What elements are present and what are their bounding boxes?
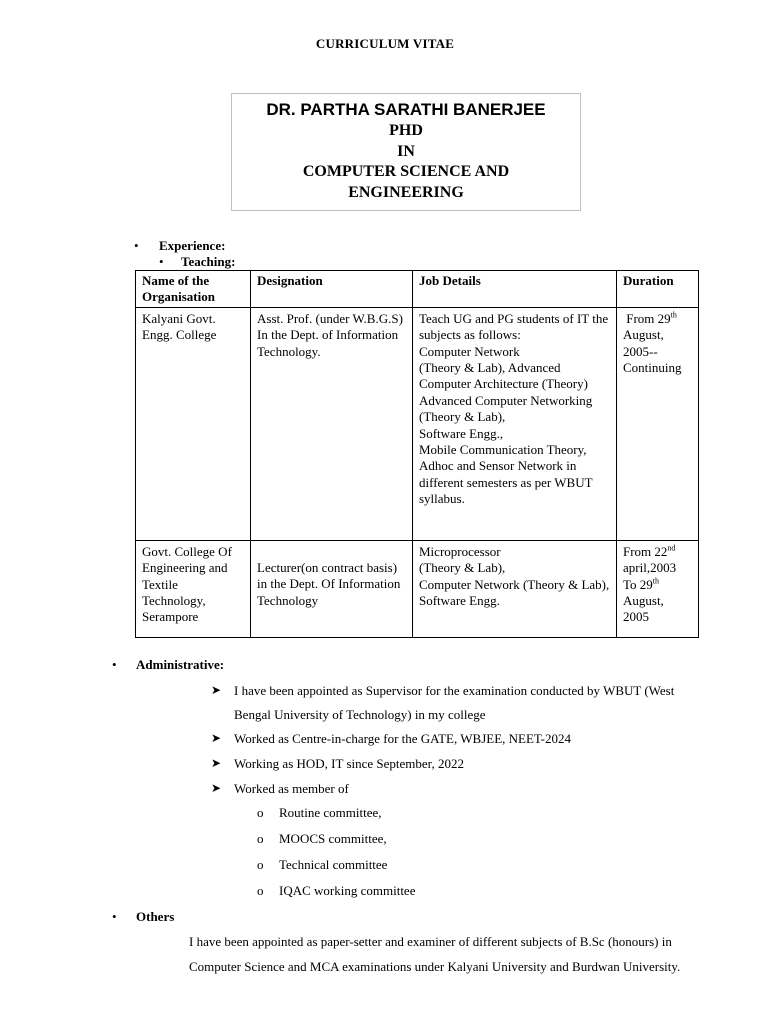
organisation-cell [136,307,251,540]
others-label: Others [136,909,175,924]
circle-bullet-icon: o [257,831,264,846]
admin-item: Worked as member of [234,781,349,796]
bullet-icon: • [112,909,117,924]
duration-text: August, 2005 [623,593,664,625]
others-text: I have been appointed as paper-setter and examiner of different subjects of B.Sc (honours) in [189,934,672,949]
designation-text: Asst. Prof. (under W.B.G.S) [257,310,403,326]
admin-item: Worked as Centre-in-charge for the GATE, WBJEE, NEET-2024 [234,731,571,746]
committee-item: Routine committee, [279,805,382,820]
duration-text: april,2003 [623,560,677,576]
admin-item: I have been appointed as Supervisor for the examination conducted by WBUT (West [234,683,675,698]
job-detail: Mobile Communication Theory, Adhoc and Sensor Network in different semesters as per WBUT syllabus. [419,442,593,507]
organisation-name: Govt. College Of Engineering and Textile Technology, Serampore [142,543,232,625]
job-detail: (Theory & Lab), Advanced Computer Architecture (Theory) [419,360,588,392]
designation-cell [251,540,413,637]
degree-line: IN [397,142,415,160]
degree-line: ENGINEERING [348,183,464,201]
arrow-bullet-icon: ➤ [211,731,222,745]
admin-item: Working as HOD, IT since September, 2022 [234,756,464,771]
bullet-icon: • [112,657,117,672]
job-details-cell [413,307,617,540]
arrow-bullet-icon: ➤ [211,756,222,770]
administrative-label: Administrative: [136,657,225,672]
committee-item: IQAC working committee [279,883,416,898]
designation-cell [251,307,413,540]
circle-bullet-icon: o [257,857,264,872]
circle-bullet-icon: o [257,805,264,820]
designation-text: Lecturer(on contract basis) in the Dept. Of Information Technology [257,559,401,608]
document-title: CURRICULUM VITAE [315,36,455,51]
experience-label: Experience: [159,238,226,253]
committee-item: Technical committee [279,857,388,872]
bullet-icon: • [134,238,139,253]
designation-text: In the Dept. of Information Technology. [257,327,399,359]
job-detail: Microprocessor [419,543,501,559]
job-details-cell [413,540,617,637]
column-header: Duration [617,271,699,308]
others-text: Computer Science and MCA examinations under Kalyani University and Burdwan University. [189,959,681,974]
organisation-cell [136,540,251,637]
table-row [136,540,699,637]
bullet-icon: • [159,254,164,269]
table-row [136,307,699,540]
job-detail: Software Engg., [419,425,504,441]
duration-text: From 22nd [623,543,676,559]
name-box [231,93,581,211]
job-detail: (Theory & Lab), [419,560,506,576]
column-header: Designation [251,271,413,308]
experience-table [135,270,699,638]
degree-line: COMPUTER SCIENCE AND [302,163,510,180]
duration-cell [617,540,699,637]
degree-line: PHD [389,122,423,139]
organisation-name: Kalyani Govt. Engg. College [142,310,217,343]
column-header: Name of the Organisation [136,271,251,308]
job-detail: Computer Network [419,343,520,359]
duration-text: From 29th August, 2005-- Continuing [623,310,682,376]
job-detail: Advanced Computer Networking (Theory & Lab), [419,392,593,425]
column-header: Job Details [413,271,617,308]
duration-cell [617,307,699,540]
circle-bullet-icon: o [257,883,264,898]
teaching-label: Teaching: [181,254,236,269]
candidate-name: DR. PARTHA SARATHI BANERJEE [266,100,546,119]
job-detail: Teach UG and PG students of IT the subjects as follows: [419,310,609,343]
admin-item: Bengal University of Technology) in my college [234,707,486,722]
arrow-bullet-icon: ➤ [211,781,222,795]
duration-text: To 29th [623,576,660,592]
arrow-bullet-icon: ➤ [211,683,222,697]
committee-item: MOOCS committee, [279,831,387,846]
job-detail: Computer Network (Theory & Lab), Software Engg. [419,576,610,609]
table-header-row [136,271,699,308]
